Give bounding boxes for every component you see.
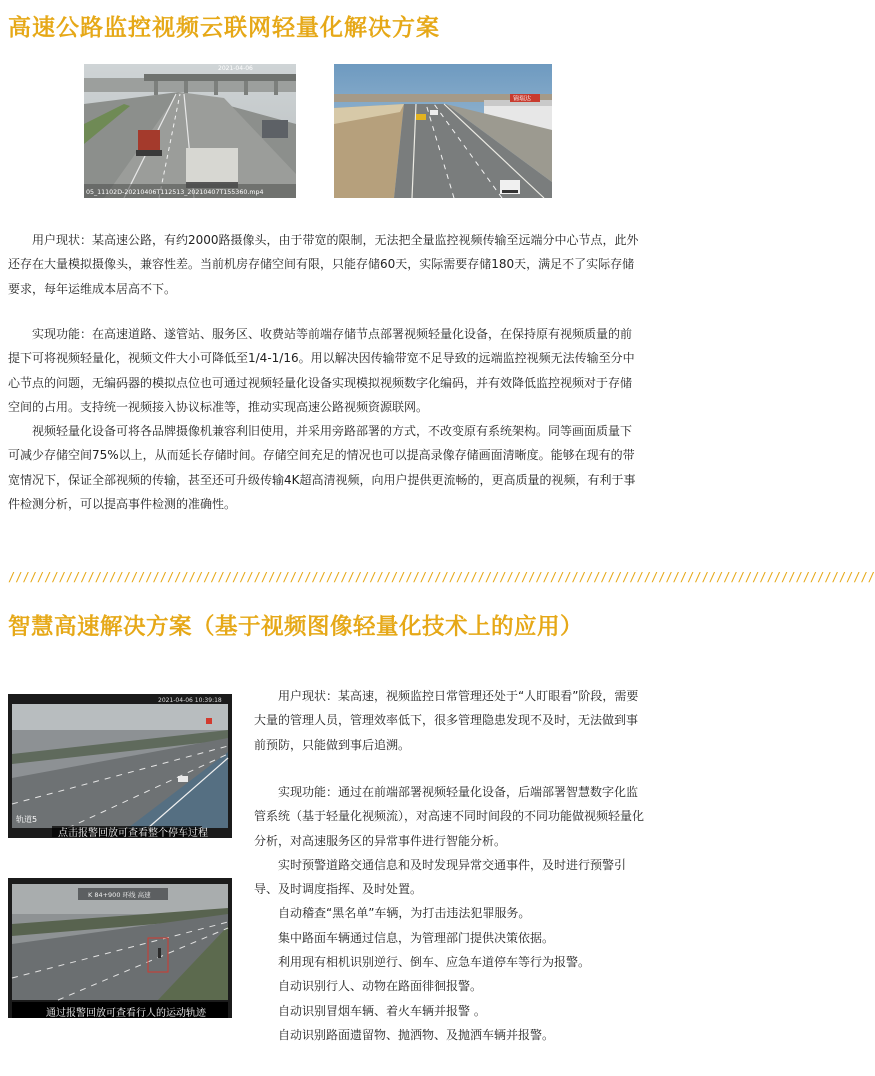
photo2-sign: 锦瑞达 [513,95,532,103]
screenshot2-caption: 通过报警回放可查看行人的运动轨迹 [46,1008,206,1019]
photo1-timestamp: 2021-04-06 [218,65,253,72]
section1-title: 高速公路监控视频云联网轻量化解决方案 [8,15,440,41]
slash-divider: //////////////////////////////////////////////////////////////////////////////////////////////////////////////////////// [8,570,875,584]
section1-paragraph-benefits: 视频轻量化设备可将各品牌摄像机兼容利旧使用，并采用旁路部署的方式，不改变原有系统架构。同等画面质量下可减少存储空间75%以上，从而延长存储时间。存储空间充足的情况也可以提高录像存储画面清晰度。能够在现有的带宽情况下，保证全部视频的传输，甚至还可升级传输4K超高清视频，向用户提供更流畅的，更高质量的视频，有利于事件检测分析，可以提高事件检测的准确性。 [8,424,636,512]
screenshot1-timestamp: 2021-04-06 10:39:18 [158,697,222,704]
feature-item: 自动稽查“黑名单”车辆，为打击违法犯罪服务。 [278,906,531,921]
feature-item: 利用现有相机识别逆行、倒车、应急车道停车等行为报警。 [278,955,591,970]
feature-item: 集中路面车辆通过信息，为管理部门提供决策依据。 [278,930,555,945]
screenshot2-location: K 84+900 环线 高速 [88,891,151,899]
highway-camera-image-2 [334,64,552,198]
screenshot1-channel: 轨道5 [16,815,38,824]
section2-title: 智慧高速解决方案（基于视频图像轻量化技术上的应用） [8,614,584,640]
feature-item: 实时预警道路交通信息和及时发现异常交通事件，及时进行预警引导、及时调度指挥、及时处置。 [254,857,627,897]
section2-paragraph-user-status: 用户现状：某高速，视频监控日常管理还处于“人盯眼看”阶段，需要大量的管理人员，管理效率低下，很多管理隐患发现不及时，无法做到事前预防，只能做到事后追溯。 [254,689,639,752]
feature-item: 自动识别行人、动物在路面徘徊报警。 [278,979,483,994]
photo1-filename: 05_11102D-20210406T112513_20210407T155360.mp4 [86,189,264,196]
section1-function [8,322,642,516]
feature-item: 自动识别冒烟车辆、着火车辆并报警 。 [278,1003,486,1018]
section2-function [254,780,644,1047]
section1-intro [8,228,642,301]
monitoring-screenshot-2 [8,878,232,1018]
section2-intro [254,684,644,757]
monitoring-screenshot-1 [8,694,232,838]
feature-item: 自动识别路面遗留物、抛洒物、及抛洒车辆并报警。 [278,1027,555,1042]
section1-paragraph-function: 实现功能：在高速道路、遂管站、服务区、收费站等前端存储节点部署视频轻量化设备，在保持原有视频质量的前提下可将视频轻量化，视频文件大小可降低至1/4-1/16。用以解决因传输带宽不足导致的远端监控视频无法传输至分中心节点的问题，无编码器的模拟点位也可通过视频轻量化设备实现模拟视频数字化编码，并有效降低监控视频对于存储空间的占用。支持统一视频接入协议标准等，推动实现高速公路视频资源联网。 [8,327,635,414]
highway-camera-image-1 [84,64,296,198]
screenshot1-caption: 点击报警回放可查看整个停车过程 [58,828,208,839]
section2-paragraph-function: 实现功能：通过在前端部署视频轻量化设备，后端部署智慧数字化监管系统（基于轻量化视频流），对高速不同时间段的不同功能做视频轻量化分析，对高速服务区的异常事件进行智能分析。 [254,785,645,848]
section1-paragraph-user-status: 用户现状：某高速公路，有约2000路摄像头，由于带宽的限制，无法把全量监控视频传输至远端分中心节点，此外还存在大量模拟摄像头，兼容性差。当前机房存储空间有限，只能存储60天，实际需要存储180天，满足不了实际存储要求，每年运维成本居高不下。 [8,233,639,296]
